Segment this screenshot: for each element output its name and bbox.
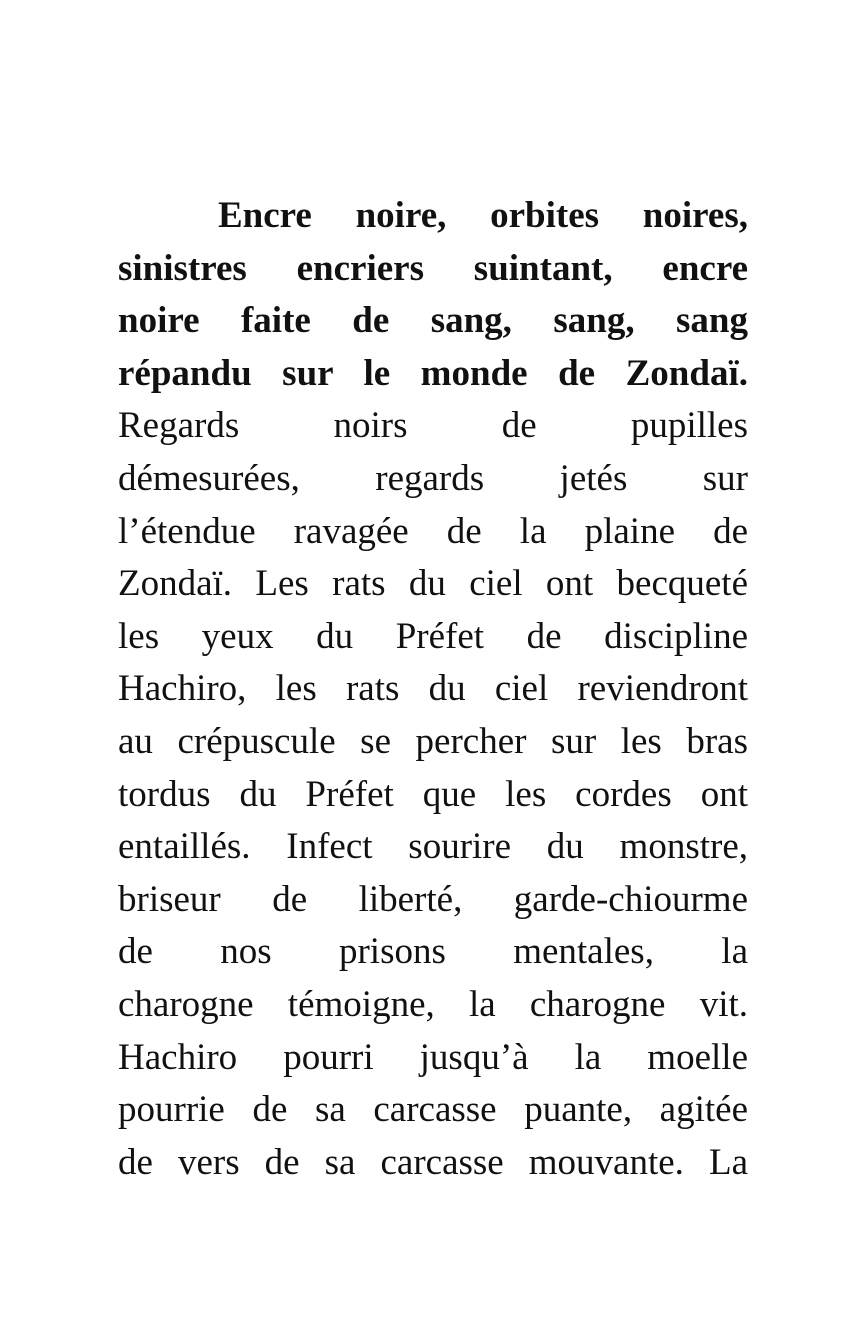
text-line: les yeux du Préfet de discipline [118,615,748,657]
text-line: Hachiro, les rats du ciel reviendront [118,668,748,710]
text-line: Regards noirs de pupilles [118,405,748,447]
text-line: au crépuscule se percher sur les bras [118,720,748,762]
text-line: charogne témoigne, la charogne vit. [118,983,748,1025]
text-line: Encre noire, orbites noires, [218,195,748,236]
text-line: noire faite de sang, sang, sang [118,300,748,342]
text-line: tordus du Préfet que les cordes ont [118,773,748,815]
text-line: l’étendue ravagée de la plaine de [118,510,748,552]
text-line: entaillés. Infect sourire du monstre, [118,826,748,868]
paragraph [118,190,748,1189]
text-line: Zondaï. Les rats du ciel ont becqueté [118,563,748,605]
text-line: démesurées, regards jetés sur [118,457,748,499]
text-line: répandu sur le monde de Zondaï. [118,352,748,394]
text-line: Hachiro pourri jusqu’à la moelle [118,1036,748,1078]
text-line: briseur de liberté, garde-chiourme [118,878,748,920]
text-line: de vers de sa carcasse mouvante. La [118,1141,748,1183]
text-line: sinistres encriers suintant, encre [118,247,748,289]
text-line: pourrie de sa carcasse puante, agitée [118,1089,748,1131]
text-line: de nos prisons mentales, la [118,931,748,973]
